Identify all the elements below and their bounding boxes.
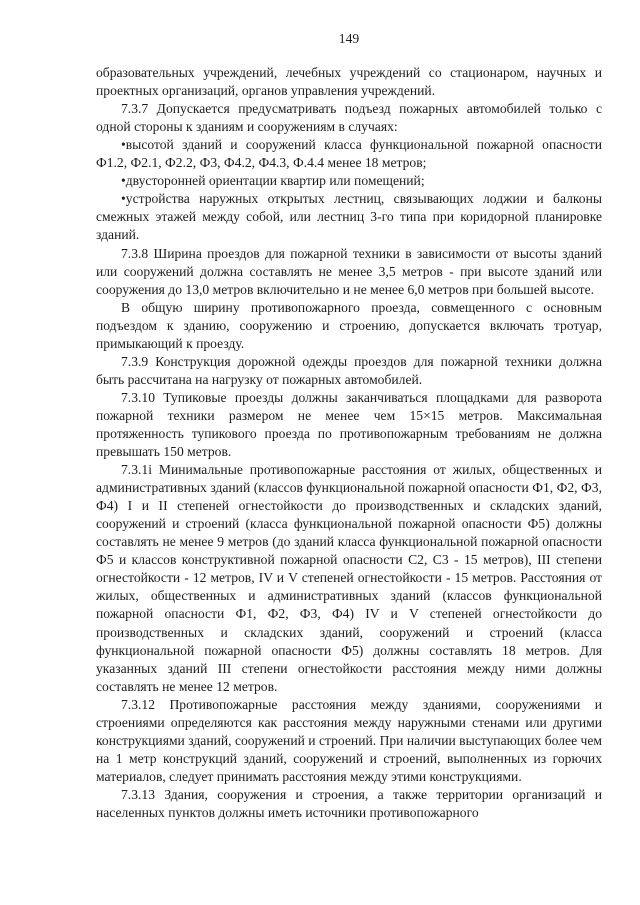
bullet-item-orientation (96, 172, 602, 190)
clause-7-3-8: 7.3.8 Ширина проездов для пожарной техники в зависимости от высоты зданий или сооружений должна составлять не менее 3,5 метров - при высоте зданий или сооружения до 13,0 метров включительно и не менее 6,0 метров при большей высоте. (96, 245, 602, 297)
clause-7-3-7: 7.3.7 Допускается предусматривать подъезд пожарных автомобилей только с одной стороны к зданиям и сооружениям в случаях: (96, 101, 602, 135)
document-page (96, 30, 602, 822)
bullet-icon: • (121, 137, 126, 153)
bullet-item-height (96, 136, 602, 172)
paragraph-sidewalk: В общую ширину противопожарного проезда, совмещенного с основным подъездом к зданию, сооружению и строению, допускается включать тротуар, примыкающий к проезду. (96, 299, 602, 351)
bullet-text: двусторонней ориентации квартир или помещений; (125, 173, 425, 189)
bullet-icon: • (121, 191, 126, 207)
bullet-text: устройства наружных открытых лестниц, связывающих лоджии и балконы смежных этажей между собой, или лестниц 3-го типа при коридорной планировке зданий. (96, 191, 602, 243)
page-number: 149 (338, 31, 360, 46)
paragraph-continuation: образовательных учреждений, лечебных учреждений со стационаром, научных и проектных организаций, органов управления учреждений. (96, 65, 602, 99)
clause-7-3-12: 7.3.12 Противопожарные расстояния между зданиями, сооружениями и строениями определяются как расстояния между наружными стенами или другими конструкциями зданий, сооружений и строений. При наличии выступающих более чем на 1 метр конструкций зданий, сооружений и строений, выполненных из горючих материалов, следует принимать расстояния между этими конструкциями. (96, 696, 602, 784)
bullet-item-stairs (96, 190, 602, 244)
bullet-text: высотой зданий и сооружений класса функциональной пожарной опасности Ф1.2, Ф2.1, Ф2.2, Ф3, Ф4.2, Ф4.3, Ф.4.4 менее 18 метров; (96, 137, 602, 171)
clause-7-3-13: 7.3.13 Здания, сооружения и строения, а также территории организаций и населенных пунктов должны иметь источники противопожарного (96, 786, 602, 820)
clause-7-3-10: 7.3.10 Тупиковые проезды должны заканчиваться площадками для разворота пожарной техники размером не менее чем 15×15 метров. Максимальная протяженность тупикового проезда по противопожарным требованиям не должна превышать 150 метров. (96, 389, 602, 460)
bullet-icon: • (121, 173, 126, 189)
clause-7-3-11: 7.3.1i Минимальные противопожарные расстояния от жилых, общественных и административных зданий (классов функциональной пожарной опасности Ф1, Ф2, Ф3, Ф4) I и II степеней огнестойкости до производственных и складских зданий, сооружений и строений (класса функциональной пожарной опасности Ф5) должны составлять не менее 9 метров (до зданий класса функциональной пожарной опасности Ф5 и классов конструктивной пожарной опасности С2, С3 - 15 метров), III степени огнестойкости - 12 метров, IV и V степеней огнестойкости - 15 метров. Расстояния от жилых, общественных и административных зданий (классов функциональной пожарной опасности Ф1, Ф2, Ф3, Ф4) IV и V степеней огнестойкости до производственных и складских зданий, сооружений и строений (класса функциональной пожарной опасности Ф5) должны составлять 18 метров. Для указанных зданий III степени огнестойкости расстояния между ними должны составлять не менее 12 метров. (96, 462, 602, 694)
clause-7-3-9: 7.3.9 Конструкция дорожной одежды проездов для пожарной техники должна быть рассчитана на нагрузку от пожарных автомобилей. (96, 353, 602, 387)
